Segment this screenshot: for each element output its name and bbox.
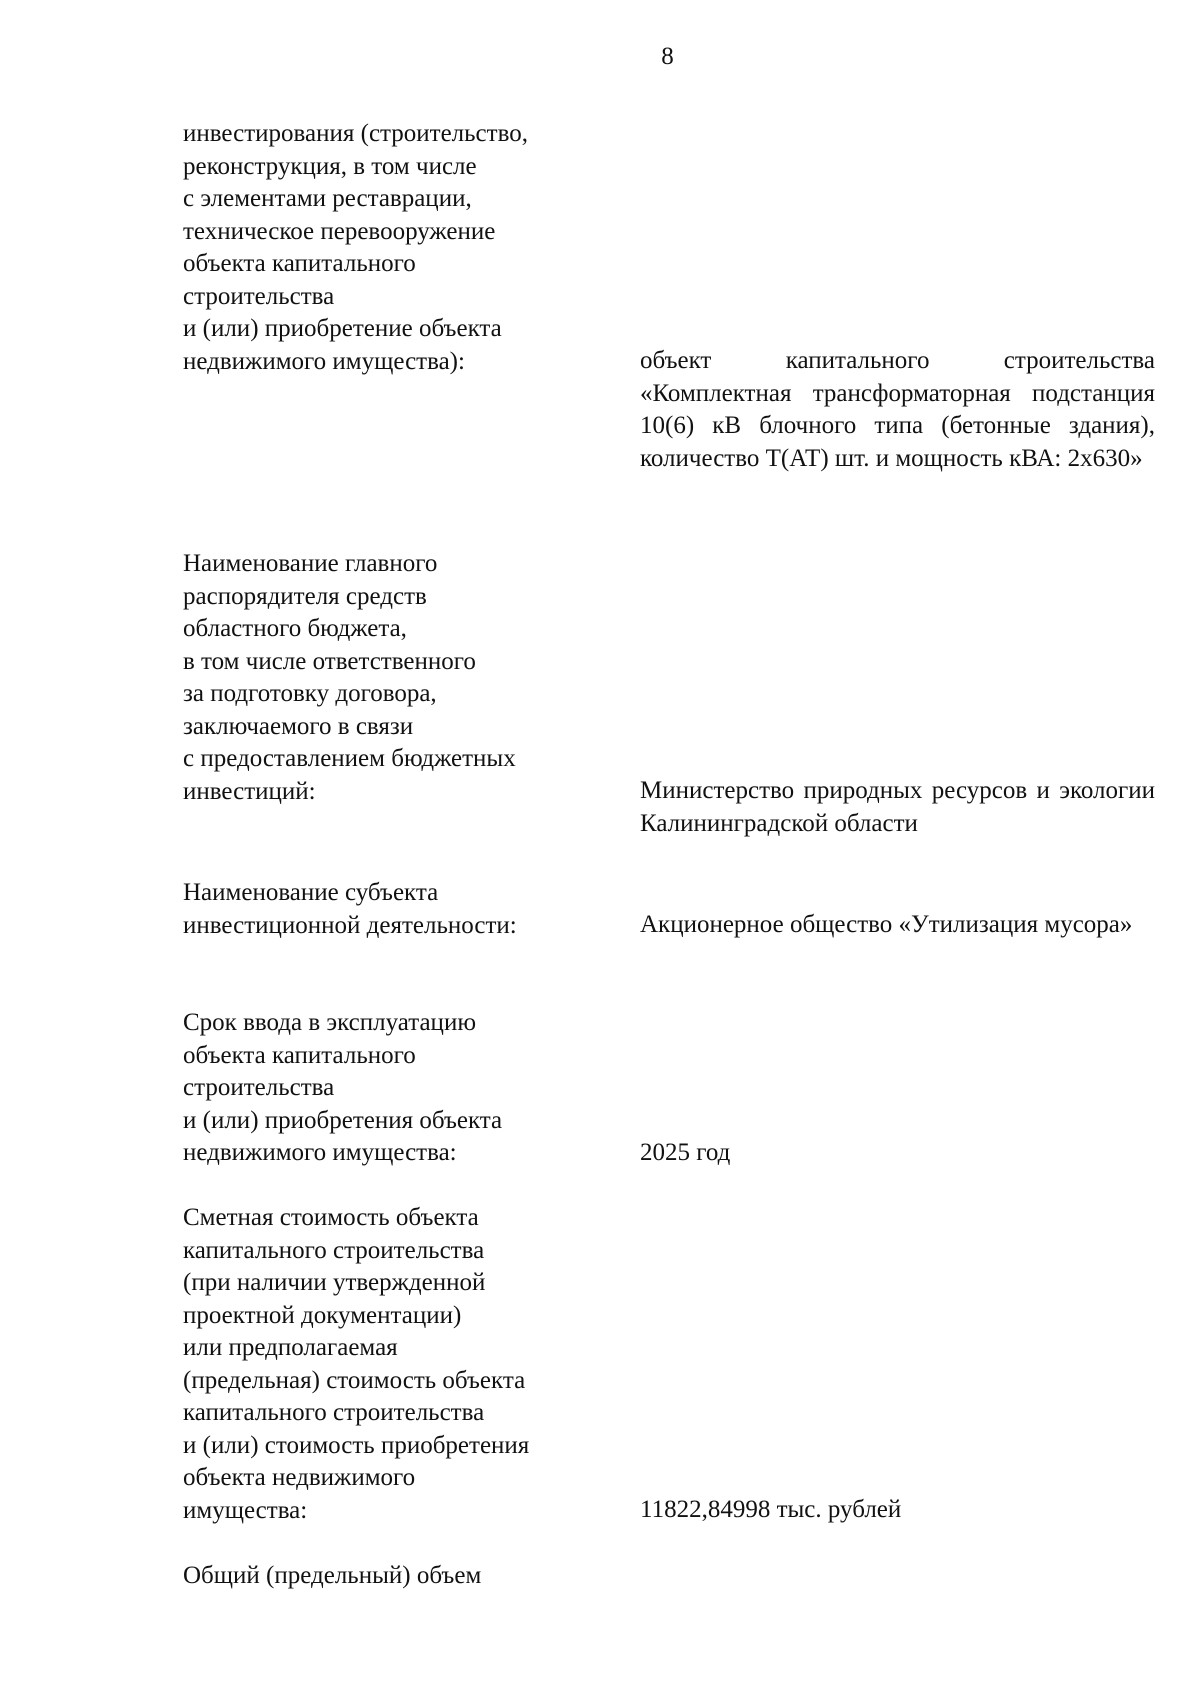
investment-entity-label: Наименование субъекта инвестиционной деятельности: [183,879,517,939]
investment-form-label: инвестирования (строительство, реконструкция, в том числе с элементами реставрации, техническое перевооружение объекта капитального строительства и (или) приобретение объекта недвижимого имущества): [183,120,528,375]
budget-manager-label: Наименование главного распорядителя средств областного бюджета, в том числе ответственного за подготовку договора, заключаемого в связи с предоставлением бюджетных инвестиций: [183,550,516,805]
investment-entity-value: Акционерное общество «Утилизация мусора» [640,911,1133,938]
investment-form-value: объект капитального строительства «Комплектная трансформаторная подстанция 10(6) кВ блочного типа (бетонные здания), количество Т(АТ) шт. и мощность кВА: 2х630» [640,347,1155,472]
budget-manager-value: Министерство природных ресурсов и экологии Калининградской области [640,777,1155,837]
estimated-cost-label: Сметная стоимость объекта капитального строительства (при наличии утвержденной проектной документации) или предполагаемая (предельная) стоимость объекта капитального строительства и (или) стоимость приобретения объекта недвижимого имущества: [183,1204,530,1524]
commissioning-date-label: Срок ввода в эксплуатацию объекта капитального строительства и (или) приобретения объекта недвижимого имущества: [183,1009,503,1166]
page-number: 8 [661,43,674,70]
commissioning-date-value: 2025 год [640,1139,731,1166]
total-volume-label: Общий (предельный) объем [183,1562,482,1589]
estimated-cost-value: 11822,84998 тыс. рублей [640,1496,902,1523]
